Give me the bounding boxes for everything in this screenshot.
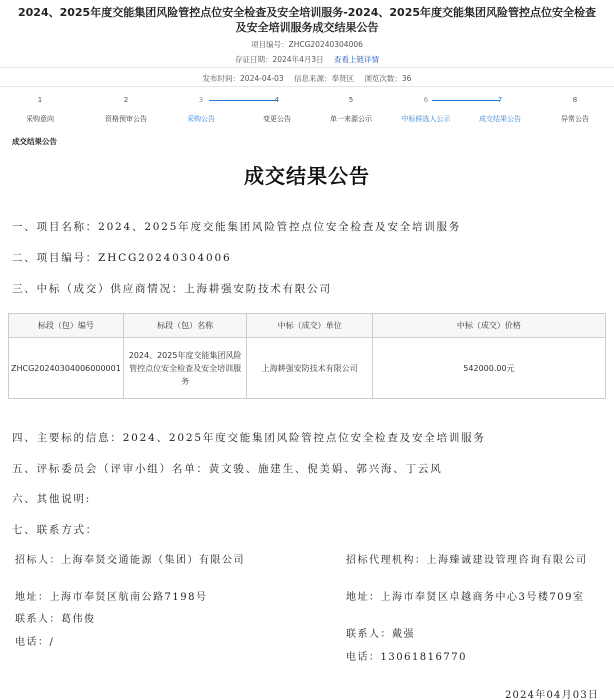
step-label: 变更公告 bbox=[263, 115, 291, 123]
step-number: 5 bbox=[348, 96, 354, 104]
agency-name: 招标代理机构：上海臻诚建设管理咨询有限公司 bbox=[346, 555, 588, 566]
view-count: 浏览次数：36 bbox=[364, 74, 412, 83]
step-label: 采购意向 bbox=[26, 115, 54, 123]
column-header: 中标（成交）单位 bbox=[247, 314, 372, 338]
column-header: 标段（包）名称 bbox=[123, 314, 247, 338]
step-label: 单一来源公示 bbox=[330, 115, 372, 123]
document-heading: 成交结果公告 bbox=[244, 164, 370, 188]
tenderer-phone: 电话：/ bbox=[15, 637, 55, 648]
chain-detail-link[interactable]: 查看上链详情 bbox=[334, 55, 380, 64]
project-no: 项目编号：ZHCG20240304006 bbox=[251, 40, 363, 49]
winner-cell: 上海耕强安防技术有限公司 bbox=[247, 338, 372, 399]
step-number: 7 bbox=[497, 96, 503, 104]
subject-line: 四、主要标的信息：2024、2025年度交能集团风险管控点位安全检查及安全培训服务 bbox=[12, 432, 486, 444]
step-label: 成交结果公告 bbox=[479, 115, 521, 123]
agency-contact: 联系人：戴强 bbox=[346, 629, 415, 640]
announcement-title: 2024、2025年度交能集团风险管控点位安全检查及安全培训服务-2024、2025年度交能集团风险管控点位安全检查及安全培训服务成交结果公告 bbox=[17, 6, 597, 34]
announcement-date: 2024年04月03日 bbox=[505, 690, 600, 700]
step-candidate[interactable] bbox=[386, 94, 466, 124]
step-number: 3 bbox=[198, 96, 204, 104]
step-intention[interactable] bbox=[0, 94, 80, 124]
process-steps bbox=[0, 94, 614, 130]
package-name-cell: 2024、2025年度交能集团风险管控点位安全检查及安全培训服务 bbox=[123, 338, 247, 399]
step-procurement[interactable] bbox=[161, 94, 241, 124]
step-label: 资格预审公告 bbox=[105, 115, 147, 123]
divider bbox=[0, 67, 614, 68]
step-exception[interactable] bbox=[535, 94, 614, 124]
step-result[interactable] bbox=[460, 94, 540, 124]
step-number: 8 bbox=[572, 96, 578, 104]
tenderer-contact: 联系人：葛伟俊 bbox=[15, 614, 96, 625]
table-header-row bbox=[9, 314, 606, 338]
tenderer-address: 地址：上海市奉贤区航南公路7198号 bbox=[15, 592, 208, 603]
section-label: 成交结果公告 bbox=[12, 137, 57, 146]
step-label: 中标候选人公示 bbox=[401, 115, 451, 123]
project-no-line bbox=[0, 39, 614, 50]
supplier-line: 三、中标（成交）供应商情况：上海耕强安防技术有限公司 bbox=[12, 283, 332, 295]
award-table bbox=[8, 313, 606, 399]
step-prequalification[interactable] bbox=[86, 94, 166, 124]
archive-date: 存证日期：2024年4月3日 bbox=[234, 55, 324, 64]
step-label: 异常公告 bbox=[561, 115, 589, 123]
step-number: 2 bbox=[123, 96, 129, 104]
table-row bbox=[9, 338, 606, 399]
other-notes-line: 六、其他说明: bbox=[12, 493, 92, 505]
package-no-cell: ZHCG20240304006000001 bbox=[9, 338, 124, 399]
step-single-source[interactable] bbox=[311, 94, 391, 124]
archive-line bbox=[0, 54, 614, 65]
step-number: 1 bbox=[37, 96, 43, 104]
step-label: 采购公告 bbox=[187, 115, 215, 123]
column-header: 中标（成交）价格 bbox=[372, 314, 605, 338]
project-number-line: 二、项目编号：ZHCG20240304006 bbox=[12, 252, 232, 264]
publish-time: 发布时间：2024-04-03 bbox=[202, 74, 284, 83]
contact-heading: 七、联系方式： bbox=[12, 524, 99, 536]
project-name-line: 一、项目名称：2024、2025年度交能集团风险管控点位安全检查及安全培训服务 bbox=[12, 221, 462, 233]
committee-line: 五、评标委员会（评审小组）名单：黄文骏、施建生、倪美娟、郭兴海、丁云风 bbox=[12, 463, 443, 475]
step-change[interactable] bbox=[237, 94, 317, 124]
step-number: 6 bbox=[423, 96, 429, 104]
publish-info-line bbox=[0, 73, 614, 84]
tenderer-name: 招标人：上海奉贤交通能源（集团）有限公司 bbox=[15, 555, 245, 566]
info-source: 信息来源：奉贤区 bbox=[294, 74, 355, 83]
agency-phone: 电话：13061816770 bbox=[346, 652, 467, 663]
agency-address: 地址：上海市奉贤区卓越商务中心3号楼709室 bbox=[346, 592, 585, 603]
divider bbox=[0, 86, 614, 87]
step-number: 4 bbox=[274, 96, 280, 104]
price-cell: 542000.00元 bbox=[372, 338, 605, 399]
column-header: 标段（包）编号 bbox=[9, 314, 124, 338]
